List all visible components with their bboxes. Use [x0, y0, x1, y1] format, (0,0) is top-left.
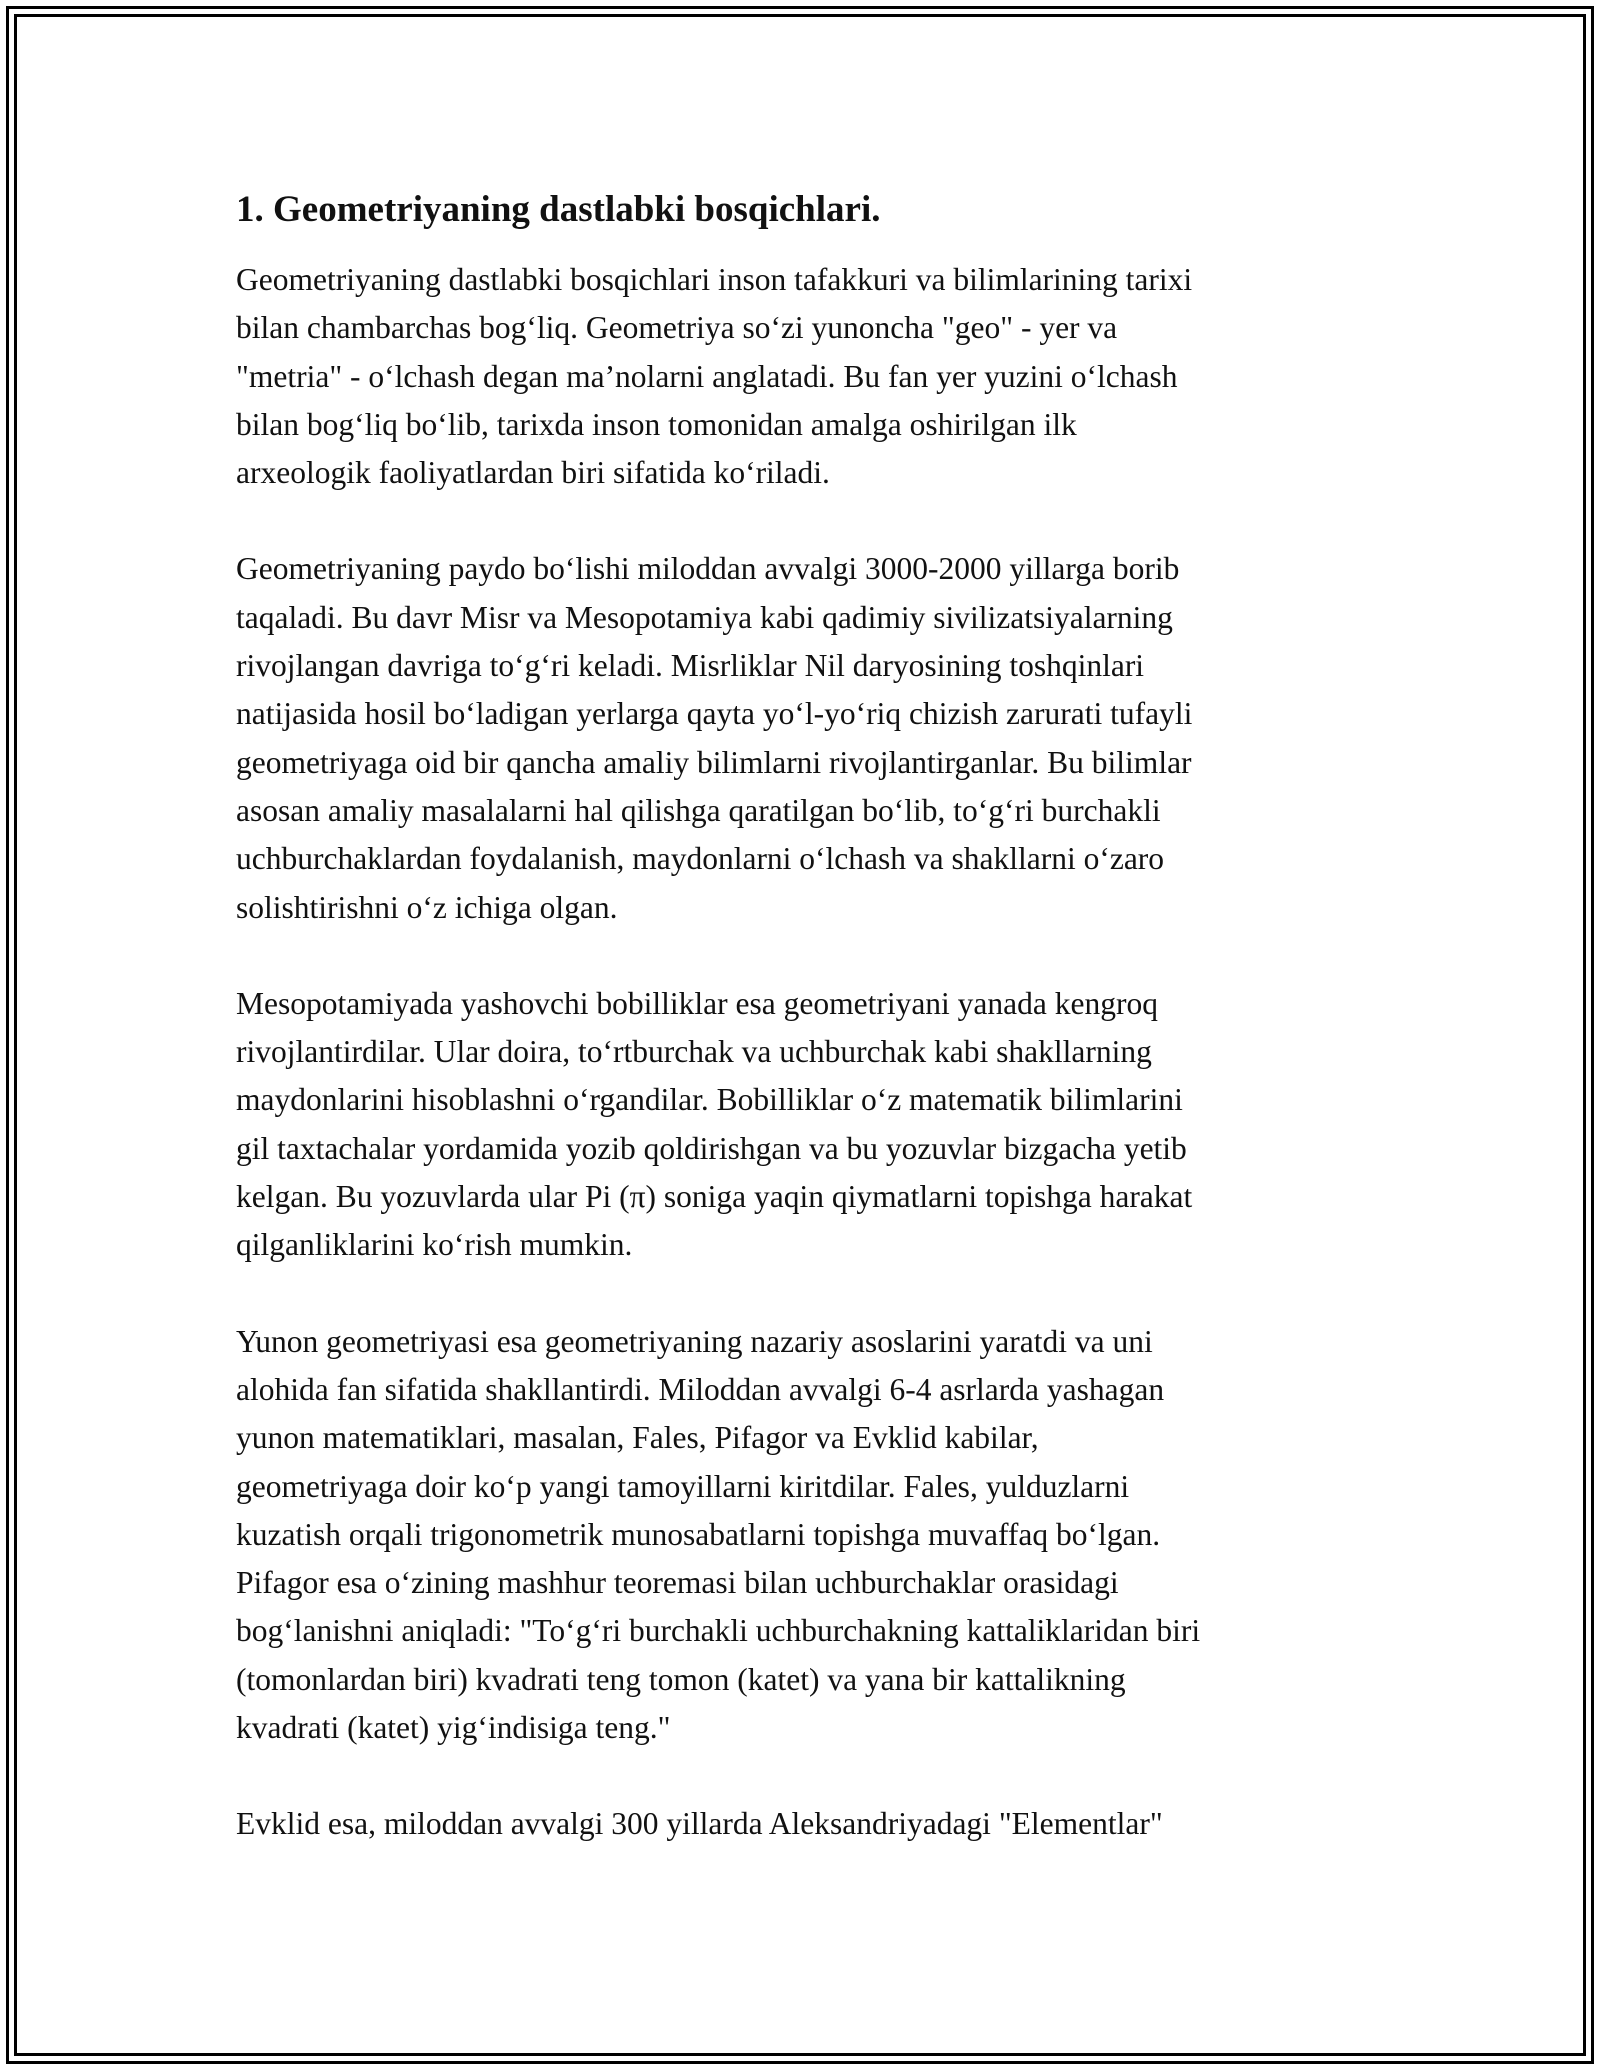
- paragraph-line: kuzatish orqali trigonometrik munosabatlarni topishga muvaffaq bo‘lgan.: [236, 1516, 1161, 1552]
- paragraph: [236, 980, 1366, 1270]
- paragraph-line: yunon matematiklari, masalan, Fales, Pifagor va Evklid kabilar,: [236, 1420, 1039, 1456]
- paragraph-list: [236, 256, 1366, 1849]
- section-heading: 1. Geometriyaning dastlabki bosqichlari.: [236, 189, 881, 230]
- paragraph-line: kvadrati (katet) yig‘indisiga teng.": [236, 1710, 671, 1746]
- paragraph-line: taqaladi. Bu davr Misr va Mesopotamiya kabi qadimiy sivilizatsiyalarning: [236, 599, 1173, 635]
- paragraph: [236, 1318, 1366, 1753]
- paragraph-line: gil taxtachalar yordamida yozib qoldirishgan va bu yozuvlar bizgacha yetib: [236, 1130, 1187, 1166]
- paragraph: [236, 256, 1366, 497]
- paragraph: [236, 1800, 1366, 1848]
- paragraph-line: bog‘lanishni aniqladi: "To‘g‘ri burchakli uchburchakning kattaliklaridan biri: [236, 1613, 1201, 1649]
- paragraph-line: geometriyaga oid bir qancha amaliy bilimlarni rivojlantirganlar. Bu bilimlar: [236, 744, 1192, 780]
- paragraph-line: kelgan. Bu yozuvlarda ular Pi (π) soniga yaqin qiymatlarni topishga harakat: [236, 1179, 1193, 1215]
- paragraph-line: uchburchaklardan foydalanish, maydonlarni o‘lchash va shakllarni o‘zaro: [236, 841, 1165, 877]
- paragraph-line: alohida fan sifatida shakllantirdi. Miloddan avvalgi 6-4 asrlarda yashagan: [236, 1371, 1165, 1407]
- paragraph-line: Geometriyaning paydo bo‘lishi miloddan avvalgi 3000-2000 yillarga borib: [236, 551, 1180, 587]
- paragraph-line: Geometriyaning dastlabki bosqichlari inson tafakkuri va bilimlarining tarixi: [236, 262, 1193, 297]
- paragraph-line: Pifagor esa o‘zining mashhur teoremasi bilan uchburchaklar orasidagi: [236, 1565, 1119, 1601]
- paragraph-line: Mesopotamiyada yashovchi bobilliklar esa geometriyani yanada kengroq: [236, 985, 1158, 1021]
- paragraph-line: asosan amaliy masalalarni hal qilishga qaratilgan bo‘lib, to‘g‘ri burchakli: [236, 792, 1161, 828]
- paragraph-line: arxeologik faoliyatlardan biri sifatida ko‘riladi.: [236, 455, 830, 491]
- paragraph-line: bilan chambarchas bog‘liq. Geometriya so‘zi yunoncha "geo" - yer va: [236, 310, 1118, 346]
- paragraph-line: (tomonlardan biri) kvadrati teng tomon (katet) va yana bir kattalikning: [236, 1661, 1126, 1697]
- paragraph: [236, 545, 1366, 931]
- paragraph-line: natijasida hosil bo‘ladigan yerlarga qayta yo‘l-yo‘riq chizish zarurati tufayli: [236, 696, 1193, 732]
- paragraph-line: Yunon geometriyasi esa geometriyaning nazariy asoslarini yaratdi va uni: [236, 1323, 1153, 1359]
- paragraph-line: qilganliklarini ko‘rish mumkin.: [236, 1227, 633, 1263]
- document-body: [236, 186, 1366, 1897]
- paragraph-line: geometriyaga doir ko‘p yangi tamoyillarni kiritdilar. Fales, yulduzlarni: [236, 1468, 1130, 1504]
- paragraph-line: "metria" - o‘lchash degan ma’nolarni anglatadi. Bu fan yer yuzini o‘lchash: [236, 358, 1178, 394]
- paragraph-line: maydonlarini hisoblashni o‘rgandilar. Bobilliklar o‘z matematik bilimlarini: [236, 1082, 1183, 1118]
- paragraph-line: rivojlangan davriga to‘g‘ri keladi. Misrliklar Nil daryosining toshqinlari: [236, 648, 1145, 684]
- paragraph-line: solishtirishni o‘z ichiga olgan.: [236, 889, 618, 925]
- paragraph-line: rivojlantirdilar. Ular doira, to‘rtburchak va uchburchak kabi shakllarning: [236, 1034, 1152, 1070]
- paragraph-line: Evklid esa, miloddan avvalgi 300 yillarda Aleksandriyadagi "Elementlar": [236, 1806, 1163, 1842]
- paragraph-line: bilan bog‘liq bo‘lib, tarixda inson tomonidan amalga oshirilgan ilk: [236, 406, 1077, 442]
